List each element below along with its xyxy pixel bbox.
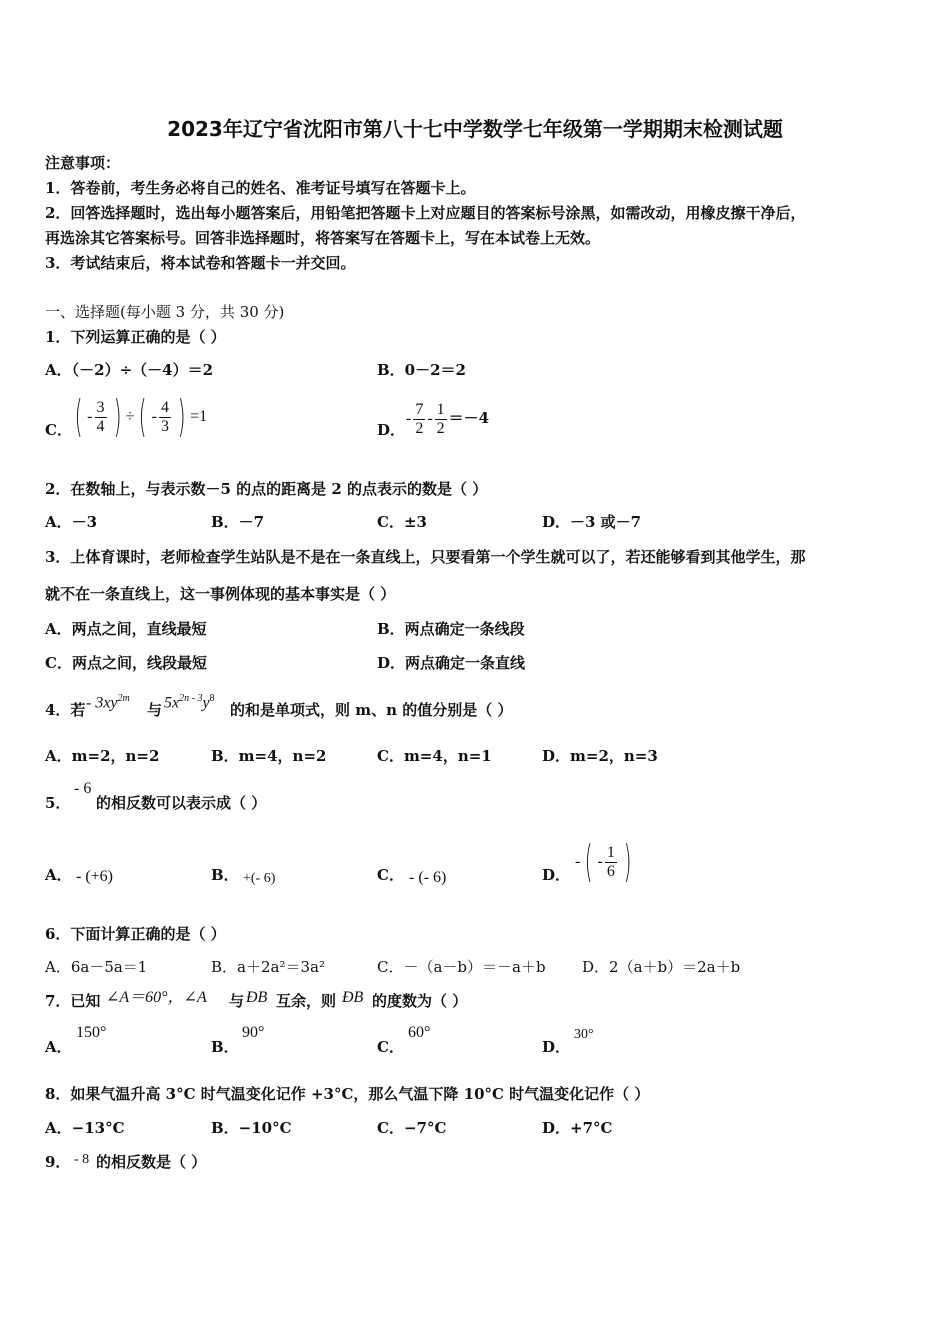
q4-option-d: D．m=2，n=3	[542, 747, 658, 765]
q5-option-d-label: D．	[542, 866, 571, 884]
fraction: $\frac{3}{4}$	[96, 398, 105, 435]
q5-option-d-expr: - ( - $\frac{1}{6}$ )	[575, 836, 632, 888]
fraction: $\frac{1}{2}$	[436, 400, 445, 437]
q1-option-d-expr: - $\frac{7}{2}$ - $\frac{1}{2}$ ＝－4	[406, 400, 490, 437]
q9-expr: - 8	[74, 1152, 90, 1167]
notice-item: 1．答卷前，考生务必将自己的姓名、准考证号填写在答题卡上。	[45, 179, 476, 197]
fraction: $\frac{1}{6}$	[606, 843, 615, 880]
q7-option-d: 30°	[574, 1027, 594, 1042]
q4-option-b: B．m=4，n=2	[211, 747, 327, 765]
q5-number: 5．	[45, 794, 71, 812]
q7-option-b: 90°	[242, 1024, 265, 1041]
q6-option-d: D．2（a＋b）＝2a＋b	[582, 958, 741, 976]
section-heading: 一、选择题(每小题 3 分，共 30 分)	[45, 303, 285, 321]
q6-option-c: C．－（a－b）＝－a＋b	[377, 958, 546, 976]
q1-option-b: B．0－2＝2	[377, 361, 466, 379]
q5-option-a: - (+6)	[76, 868, 114, 885]
q5-option-c: - (- 6)	[409, 869, 447, 886]
fraction: $\frac{4}{3}$	[160, 398, 169, 435]
q9-stem: 的相反数是（ ）	[96, 1153, 207, 1171]
q6-stem: 6．下面计算正确的是（ ）	[45, 925, 226, 943]
q7-mid: 与	[229, 992, 245, 1010]
q1-stem: 1．下列运算正确的是（ ）	[45, 328, 226, 346]
q2-option-d: D．－3 或－7	[542, 513, 642, 531]
q5-option-b: +(- 6)	[243, 871, 276, 886]
q9-number: 9．	[45, 1153, 71, 1171]
q3-option-c: C．两点之间，线段最短	[45, 654, 207, 672]
notice-item: 2．回答选择题时，选出每小题答案后，用铅笔把答题卡上对应题目的答案标号涂黑，如需改动，用橡皮擦干净后，	[45, 204, 806, 222]
q3-stem-cont: 就不在一条直线上，这一事例体现的基本事实是（ ）	[45, 585, 396, 603]
q8-option-c: C．−7°C	[377, 1119, 447, 1137]
q4-term1: - $3xy^{2m}$	[86, 693, 130, 712]
q7-option-a: 150°	[76, 1024, 107, 1041]
q8-stem: 8．如果气温升高 3°C 时气温变化记作 +3°C，那么气温下降 10°C 时气温变化记作（ ）	[45, 1085, 650, 1103]
q2-option-b: B．－7	[211, 513, 265, 531]
q1-option-a: A．（－2）÷（－4）＝2	[45, 361, 214, 379]
q1-option-c-expr: ( - $\frac{3}{4}$ ) ÷ ( - $\frac{4}{3}$ ) =1	[74, 391, 208, 443]
q4-prefix: 4．若	[45, 701, 86, 719]
q5-expr: - 6	[74, 780, 92, 797]
q7-option-d-label: D．	[542, 1038, 571, 1056]
q1-option-d-label: D．	[377, 421, 406, 439]
q1-option-c-label: C．	[45, 421, 72, 439]
fraction: $\frac{7}{2}$	[415, 400, 424, 437]
q4-mid: 与	[147, 701, 163, 719]
q7-mid2: 互余，则	[276, 992, 337, 1010]
q2-option-a: A．－3	[45, 513, 98, 531]
q3-stem: 3．上体育课时，老师检查学生站队是不是在一条直线上，只要看第一个学生就可以了，若还能够看到其他学生，那	[45, 548, 806, 566]
notice-item: 再选涂其它答案标号。回答非选择题时，将答案写在答题卡上，写在本试卷上无效。	[45, 229, 601, 247]
q4-option-c: C．m=4，n=1	[377, 747, 492, 765]
q8-option-a: A．−13°C	[45, 1119, 125, 1137]
q4-suffix: 的和是单项式，则 m、n 的值分别是（ ）	[230, 701, 513, 719]
notice-heading: 注意事项：	[45, 154, 121, 172]
q2-stem: 2．在数轴上，与表示数－5 的点的距离是 2 的点表示的数是（ ）	[45, 480, 488, 498]
q7-prefix: 7．已知	[45, 992, 101, 1010]
q7-expr1: ∠A＝60°，∠A	[106, 989, 207, 1006]
q5-option-c-label: C．	[377, 866, 404, 884]
q3-option-a: A．两点之间，直线最短	[45, 620, 207, 638]
q6-option-b: B．a＋2a²＝3a²	[211, 958, 325, 976]
q7-option-c-label: C．	[377, 1038, 404, 1056]
q6-option-a: A．6a－5a＝1	[45, 958, 148, 976]
q7-suffix: 的度数为（ ）	[372, 992, 468, 1010]
notice-item: 3．考试结束后，将本试卷和答题卡一并交回。	[45, 254, 356, 272]
q4-option-a: A．m=2，n=2	[45, 747, 160, 765]
q7-option-b-label: B．	[211, 1038, 239, 1056]
q3-option-d: D．两点确定一条直线	[377, 654, 526, 672]
q7-expr2: ÐB	[246, 989, 268, 1006]
q2-option-c: C．±3	[377, 513, 427, 531]
q4-term2: $5x^{2n - 3}y^8$	[164, 693, 215, 712]
q5-option-a-label: A．	[45, 866, 72, 884]
q7-option-a-label: A．	[45, 1038, 72, 1056]
q5-stem: 的相反数可以表示成（ ）	[96, 794, 267, 812]
q8-option-b: B．−10°C	[211, 1119, 292, 1137]
q3-option-b: B．两点确定一条线段	[377, 620, 525, 638]
q7-option-c: 60°	[408, 1024, 431, 1041]
page-title: 2023年辽宁省沈阳市第八十七中学数学七年级第一学期期末检测试题	[167, 117, 783, 141]
q8-option-d: D．+7°C	[542, 1119, 613, 1137]
q7-expr3: ÐB	[342, 989, 364, 1006]
q5-option-b-label: B．	[211, 866, 239, 884]
